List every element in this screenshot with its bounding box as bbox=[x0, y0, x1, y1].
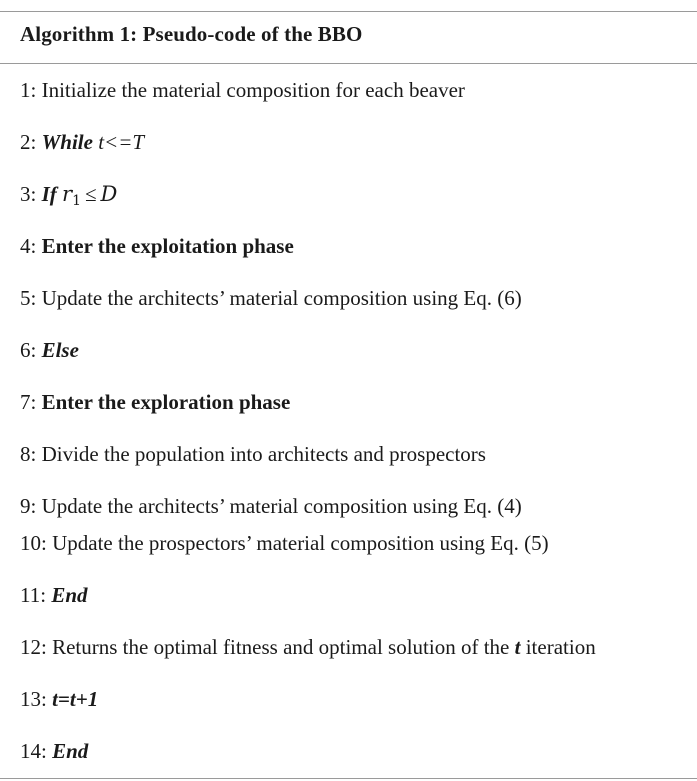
algorithm-line-4 bbox=[20, 234, 294, 259]
line-text: Enter the exploration phase bbox=[41, 390, 291, 414]
line-text-end: iteration bbox=[525, 635, 596, 659]
line-number: 2: bbox=[20, 130, 37, 154]
else-keyword: Else bbox=[41, 338, 79, 362]
algorithm-line-11 bbox=[20, 583, 88, 608]
line-number: 11: bbox=[20, 583, 47, 607]
algorithm-line-6 bbox=[20, 338, 79, 363]
line-number: 12: bbox=[20, 635, 47, 659]
line-number: 8: bbox=[20, 442, 37, 466]
line-number: 14: bbox=[20, 739, 47, 763]
line-number: 13: bbox=[20, 687, 47, 711]
line-number: 9: bbox=[20, 494, 37, 518]
line-text: Initialize the material composition for each beaver bbox=[41, 78, 465, 102]
leq-operator: ≤ bbox=[84, 182, 97, 206]
algorithm-line-10 bbox=[20, 531, 549, 556]
top-rule bbox=[0, 11, 697, 12]
line-text: Update the architects’ material composition using Eq. (6) bbox=[41, 286, 522, 310]
algorithm-line-9 bbox=[20, 494, 522, 519]
algorithm-line-12 bbox=[20, 635, 596, 660]
line-text: Returns the optimal fitness and optimal solution of the bbox=[52, 635, 510, 659]
algorithm-line-3 bbox=[20, 182, 117, 209]
header-rule bbox=[0, 63, 697, 64]
algorithm-line-1 bbox=[20, 78, 465, 103]
algorithm-line-8 bbox=[20, 442, 486, 467]
if-keyword: If bbox=[41, 182, 57, 206]
threshold-variable: D bbox=[100, 182, 118, 206]
algorithm-line-2 bbox=[20, 130, 144, 155]
while-keyword: While bbox=[41, 130, 93, 154]
line-number: 4: bbox=[20, 234, 37, 258]
line-number: 3: bbox=[20, 182, 37, 206]
line-number: 5: bbox=[20, 286, 37, 310]
end-keyword: End bbox=[52, 739, 89, 763]
line-number: 10: bbox=[20, 531, 47, 555]
algorithm-line-13 bbox=[20, 687, 98, 712]
end-keyword: End bbox=[51, 583, 88, 607]
line-number: 6: bbox=[20, 338, 37, 362]
line-text: Enter the exploitation phase bbox=[41, 234, 294, 258]
random-variable: $r_1$ bbox=[62, 182, 81, 209]
algorithm-line-7 bbox=[20, 390, 290, 415]
line-number: 7: bbox=[20, 390, 37, 414]
algorithm-title: Algorithm 1: Pseudo-code of the BBO bbox=[20, 22, 363, 46]
increment-statement: t=t+1 bbox=[52, 687, 99, 711]
bottom-rule bbox=[0, 778, 697, 779]
algorithm-line-14 bbox=[20, 739, 88, 764]
subscript: 1 bbox=[72, 193, 81, 209]
line-text: Divide the population into architects and prospectors bbox=[41, 442, 486, 466]
iteration-variable: t bbox=[514, 635, 521, 659]
while-condition: t<=T bbox=[98, 130, 145, 154]
line-number: 1: bbox=[20, 78, 37, 102]
line-text: Update the prospectors’ material composition using Eq. (5) bbox=[52, 531, 549, 555]
algorithm-line-5 bbox=[20, 286, 522, 311]
line-text: Update the architects’ material composition using Eq. (4) bbox=[41, 494, 522, 518]
